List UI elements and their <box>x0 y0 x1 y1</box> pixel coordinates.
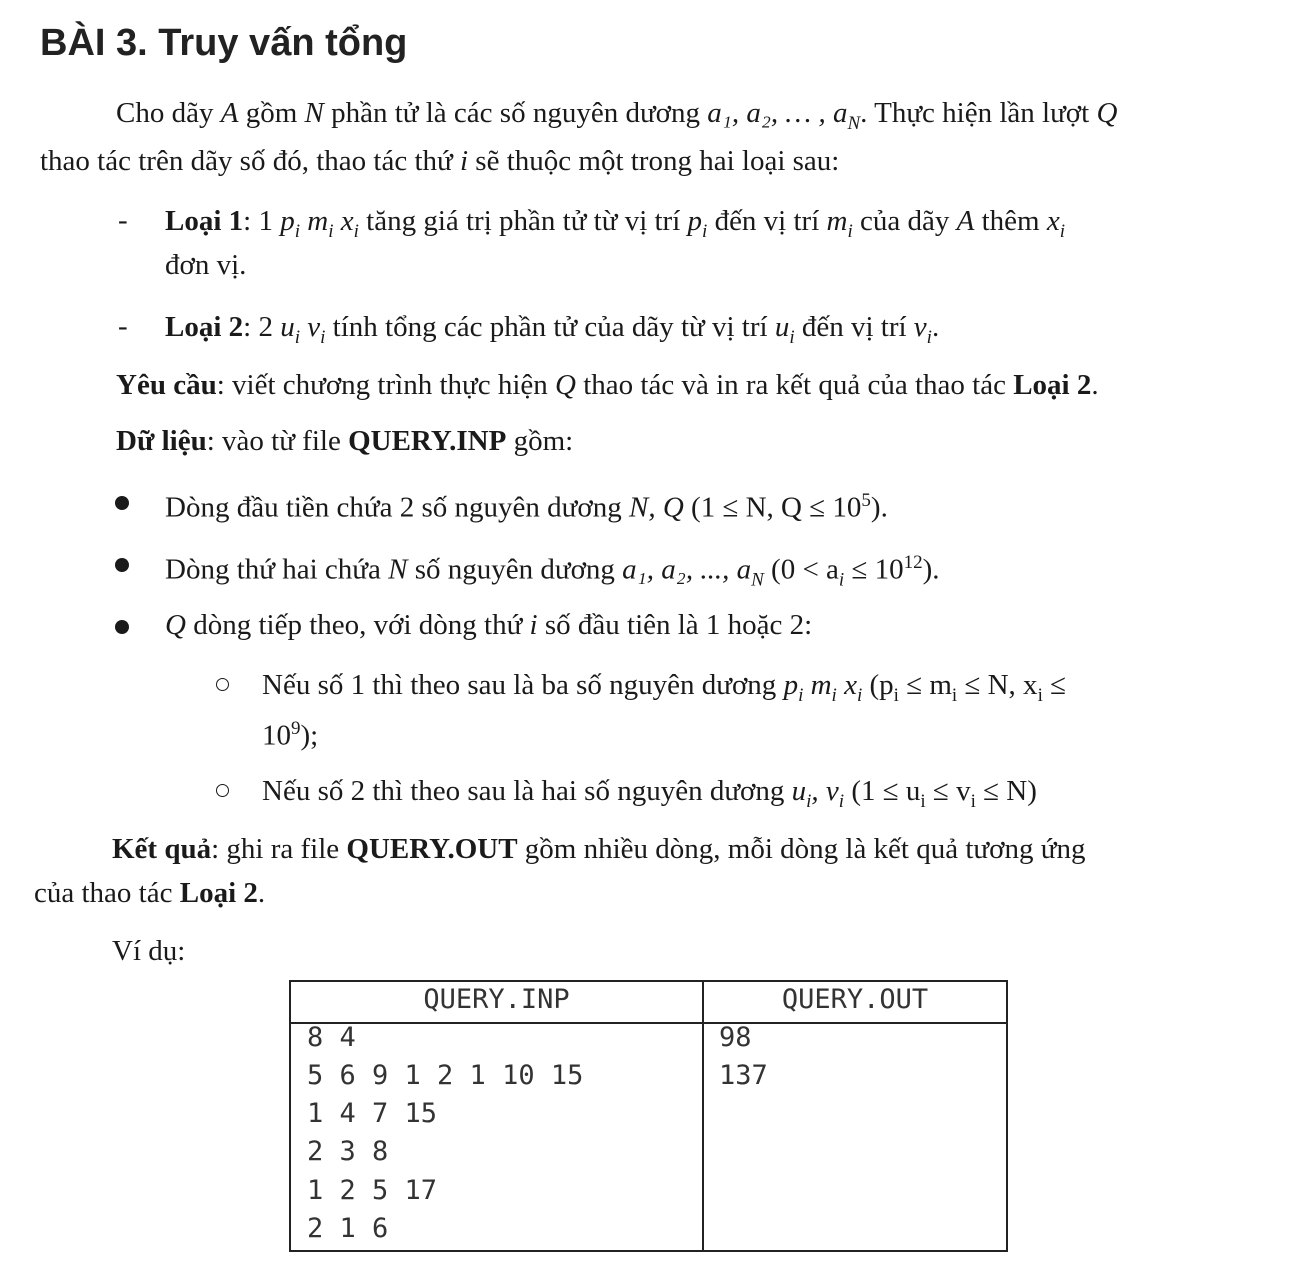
text: . <box>1091 369 1099 401</box>
text: đến vị trí <box>707 205 827 237</box>
text: Nếu số 2 thì theo sau là hai số nguyên dương <box>262 775 792 807</box>
page-title: BÀI 3. Truy vấn tổng <box>40 22 408 64</box>
text: gồm nhiều dòng, mỗi dòng là kết quả tương ứng <box>517 833 1086 865</box>
circle-marker <box>216 784 229 797</box>
circle-marker <box>216 678 229 691</box>
math: a₁, a₂, ..., a <box>622 553 752 586</box>
output-row: 137 <box>719 1060 768 1091</box>
inp-header: QUERY.INP <box>423 984 570 1015</box>
header-divider <box>291 1022 1006 1024</box>
text: tính tổng các phần tử của dãy từ vị trí <box>325 311 775 343</box>
dash-marker: - <box>118 204 128 236</box>
text: Cho dãy <box>116 97 221 129</box>
input-filename: QUERY.INP <box>348 425 507 457</box>
text: (p <box>862 669 894 701</box>
math: N, Q <box>628 491 684 524</box>
bullet-marker <box>115 496 129 510</box>
sub-bullet-1-cont <box>262 712 318 753</box>
text: . <box>931 311 940 343</box>
bullet-marker <box>115 558 129 572</box>
text: ); <box>300 719 319 752</box>
text: : vào từ file <box>206 425 349 457</box>
text: ). <box>870 491 888 524</box>
text: Dòng thứ hai chứa <box>165 553 389 586</box>
text-bold: Loại 2 <box>179 877 258 909</box>
sub: N <box>751 569 764 591</box>
text: phần tử là các số nguyên dương <box>323 97 708 129</box>
result-line <box>112 832 1085 866</box>
text: 10 <box>262 719 291 752</box>
bullet-marker <box>115 620 129 634</box>
sub-bullet-1: Nếu số 1 thì theo sau là ba số nguyên dương $p_i$ $m_i$ $x_i$ ($p_i \le m_i \le N$, $x_i$ ≤ <box>262 669 1067 706</box>
text: . Thực hiện lần lượt <box>860 97 1097 129</box>
text: : 2 <box>243 311 281 343</box>
math-x: $x_i$ <box>1046 205 1065 242</box>
text: gồm <box>238 97 305 129</box>
math-vars: $u_i$ $v_i$ <box>280 311 326 348</box>
table-row: 1 2 5 17 <box>307 1175 438 1206</box>
bullet-2 <box>165 546 940 597</box>
text: ≤ N) <box>975 775 1037 807</box>
math-vars: $p_i$ $m_i$ $x_i$ <box>280 205 359 242</box>
text: thao tác trên dãy số đó, thao tác thứ <box>40 145 460 177</box>
sup: 12 <box>903 552 923 573</box>
sub: i <box>838 569 845 591</box>
text: số đầu tiên là 1 hoặc 2: <box>537 609 813 641</box>
math-p: $p_i$ <box>687 205 708 242</box>
type1-line <box>165 204 1065 249</box>
type2-label: Loại 2 <box>165 311 244 343</box>
bullet-3 <box>165 608 812 642</box>
text: của dãy <box>852 205 957 237</box>
data-line <box>116 424 573 458</box>
type2-line <box>165 310 939 355</box>
type1-label: Loại 1 <box>165 205 244 237</box>
text-bold: Loại 2 <box>1013 369 1092 401</box>
math-seq: a₁, a₂, … , a <box>707 97 848 129</box>
math-v: $v_i$ <box>913 311 932 348</box>
text: (1 ≤ u <box>844 775 921 807</box>
text: : ghi ra file <box>211 833 347 865</box>
math-u: $u_i$ <box>774 311 795 348</box>
text: ≤ m <box>898 669 952 701</box>
text: ≤ <box>1042 669 1067 701</box>
table-row: 1 4 7 15 <box>307 1098 438 1129</box>
text: Dòng đầu tiền chứa 2 số nguyên dương <box>165 491 629 524</box>
text: thao tác và in ra kết quả của thao tác <box>575 369 1014 401</box>
text: Nếu số 1 thì theo sau là ba số nguyên dương <box>262 669 784 701</box>
text: ≤ N, x <box>957 669 1038 701</box>
text: tăng giá trị phần tử từ vị trí <box>358 205 688 237</box>
math-N: N <box>388 553 408 586</box>
example-label: Ví dụ: <box>112 935 186 967</box>
math-i: i <box>529 609 538 641</box>
math-Q: Q <box>165 609 186 641</box>
dash-marker: - <box>118 310 128 342</box>
math-Q: Q <box>555 369 576 401</box>
req-label: Yêu cầu <box>116 369 217 401</box>
math-A: A <box>220 97 239 129</box>
bullet-1 <box>165 484 888 525</box>
sup: 5 <box>861 490 871 511</box>
intro-line-1 <box>116 96 1117 141</box>
math-sub: N <box>847 112 861 134</box>
intro-line-2 <box>40 144 839 178</box>
result-label: Kết quả <box>112 833 212 865</box>
example-table <box>289 980 1008 1252</box>
text: gồm: <box>506 425 574 457</box>
table-row: 5 6 9 1 2 1 10 15 <box>307 1060 584 1091</box>
text: số nguyên dương <box>407 553 623 586</box>
text: dòng tiếp theo, với dòng thứ <box>185 609 530 641</box>
text: ). <box>922 553 940 586</box>
text: ≤ 10 <box>844 553 904 586</box>
output-row: 98 <box>719 1022 752 1053</box>
text: . <box>257 877 266 909</box>
type1-cont: đơn vị. <box>165 249 247 281</box>
table-row: 2 3 8 <box>307 1136 389 1167</box>
result-line-2 <box>34 876 265 910</box>
text: : 1 <box>243 205 281 237</box>
text: đến vị trí <box>794 311 914 343</box>
text: (1 ≤ N, Q ≤ 10 <box>683 491 862 524</box>
text: sẽ thuộc một trong hai loại sau: <box>468 145 840 177</box>
math-A: A <box>956 205 975 237</box>
sub-bullet-2: Nếu số 2 thì theo sau là hai số nguyên dương $u_i$, $v_i$ $(1 \le u_i \le v_i \le N)$ <box>262 775 1037 812</box>
math-N: N <box>304 97 324 129</box>
text: của thao tác <box>34 877 180 909</box>
text: thêm <box>974 205 1047 237</box>
requirement-line <box>116 368 1099 402</box>
math-vars: $p_i$ $m_i$ $x_i$ <box>783 669 863 706</box>
math-i: i <box>459 145 469 177</box>
sup: 9 <box>291 718 301 739</box>
output-filename: QUERY.OUT <box>346 833 518 865</box>
data-label: Dữ liệu <box>116 425 207 457</box>
text: (0 < a <box>763 553 839 586</box>
text: ≤ v <box>925 775 971 807</box>
table-row: 8 4 <box>307 1022 356 1053</box>
math-m: $m_i$ <box>826 205 853 242</box>
text: : viết chương trình thực hiện <box>216 369 556 401</box>
table-row: 2 1 6 <box>307 1213 389 1244</box>
out-header: QUERY.OUT <box>781 984 929 1015</box>
math-vars: $u_i$, $v_i$ <box>791 775 845 812</box>
math-Q: Q <box>1096 97 1118 129</box>
